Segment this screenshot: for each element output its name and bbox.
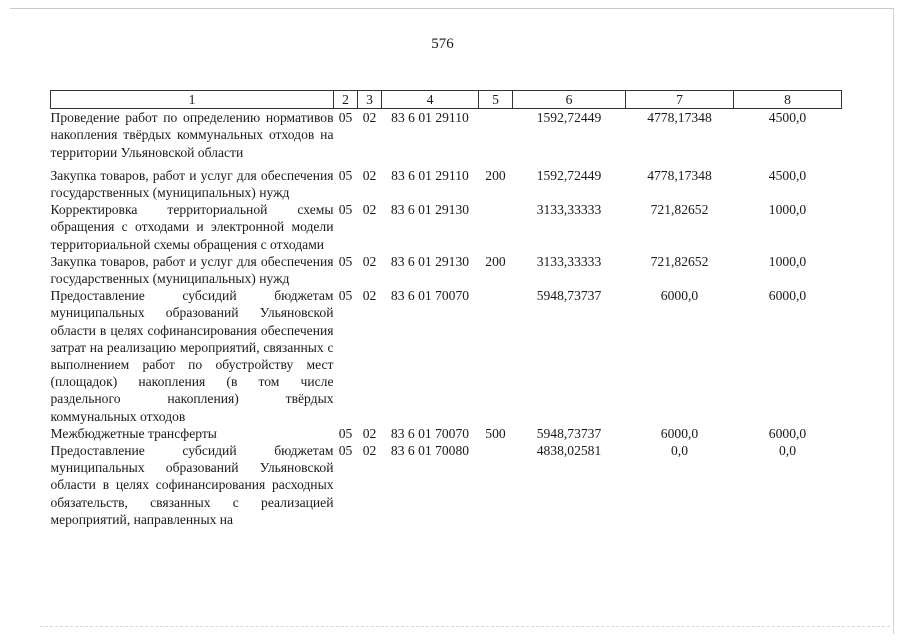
table-row — [51, 167, 842, 201]
row-amount-3: 4500,0 — [768, 167, 807, 183]
row-description: Межбюджетные трансферты — [50, 425, 217, 441]
row-amount-1: 5948,73737 — [536, 288, 602, 304]
row-expense-type — [479, 201, 513, 253]
row-amount-3: 6000,0 — [768, 425, 807, 441]
table-row — [51, 109, 842, 167]
column-header-5: 5 — [479, 91, 513, 109]
table-row — [51, 253, 842, 287]
row-expense-type: 200 — [485, 253, 506, 269]
row-target-code: 83 6 01 29110 — [391, 167, 469, 183]
row-section: 05 — [338, 253, 353, 269]
row-target-code: 83 6 01 70070 — [390, 288, 470, 304]
row-amount-1: 1592,72449 — [536, 167, 602, 183]
row-amount-3: 4500,0 — [768, 110, 807, 126]
table-row — [51, 442, 842, 528]
table-header-row — [51, 91, 842, 109]
row-expense-type: 500 — [485, 425, 506, 441]
row-subsection: 02 — [362, 443, 377, 459]
table-row — [51, 201, 842, 253]
row-amount-1: 4838,02581 — [536, 443, 602, 459]
row-section: 05 — [338, 443, 353, 459]
row-amount-3: 1000,0 — [768, 202, 807, 218]
row-target-code: 83 6 01 29110 — [391, 110, 469, 126]
row-target-code: 83 6 01 70080 — [390, 443, 470, 459]
row-section: 05 — [338, 110, 353, 126]
row-amount-3: 1000,0 — [768, 253, 807, 269]
column-header-8: 8 — [734, 91, 842, 109]
row-description: Предоставление субсидий бюджетам муниципальных образований Ульяновской области в целях софинансирования расходных обязательств, связанных с реализацией мероприятий, направленных на — [50, 443, 334, 527]
row-amount-2: 721,82652 — [650, 253, 709, 269]
row-amount-2: 6000,0 — [660, 425, 699, 441]
row-subsection: 02 — [362, 253, 377, 269]
row-description: Корректировка территориальной схемы обращения с отходами и электронной модели территориальной схемы обращения с отходами — [50, 202, 334, 252]
row-amount-2: 6000,0 — [660, 288, 699, 304]
row-section: 05 — [338, 425, 353, 441]
row-target-code: 83 6 01 29130 — [390, 253, 470, 269]
row-description: Закупка товаров, работ и услуг для обеспечения государственных (муниципальных) нужд — [50, 253, 334, 287]
page-number: 576 — [431, 36, 454, 52]
table-row — [51, 425, 842, 442]
scan-edge — [40, 626, 890, 631]
row-amount-1: 1592,72449 — [536, 110, 602, 126]
row-expense-type — [479, 109, 513, 167]
row-subsection: 02 — [362, 110, 377, 126]
column-header-1: 1 — [51, 91, 334, 109]
column-header-6: 6 — [513, 91, 626, 109]
column-header-7: 7 — [626, 91, 734, 109]
row-subsection: 02 — [362, 167, 377, 183]
row-section: 05 — [338, 167, 353, 183]
column-header-4: 4 — [382, 91, 479, 109]
row-expense-type: 200 — [485, 167, 506, 183]
row-amount-1: 5948,73737 — [536, 425, 602, 441]
row-amount-3: 6000,0 — [768, 288, 807, 304]
row-description: Предоставление субсидий бюджетам муниципальных образований Ульяновской области в целях софинансирования обеспечения затрат на реализацию мероприятий, связанных с выполнением работ по обустройству мест (площадок) накопления (в том числе раздельного накопления) твёрдых коммунальных отходов — [50, 288, 334, 424]
row-amount-1: 3133,33333 — [536, 253, 602, 269]
row-section: 05 — [338, 288, 353, 304]
row-description: Проведение работ по определению нормативов накопления твёрдых коммунальных отходов на территории Ульяновской области — [50, 110, 334, 160]
row-amount-1: 3133,33333 — [536, 202, 602, 218]
row-subsection: 02 — [362, 202, 377, 218]
table-row — [51, 287, 842, 425]
row-target-code: 83 6 01 70070 — [390, 425, 470, 441]
column-header-2: 2 — [334, 91, 358, 109]
row-amount-2: 4778,17348 — [647, 110, 712, 126]
row-amount-2: 721,82652 — [650, 202, 709, 218]
row-subsection: 02 — [362, 425, 377, 441]
budget-table — [50, 90, 842, 528]
row-amount-2: 4778,17348 — [647, 167, 712, 183]
row-amount-3: 0,0 — [779, 443, 796, 459]
row-expense-type — [479, 442, 513, 528]
row-section: 05 — [338, 202, 353, 218]
row-description: Закупка товаров, работ и услуг для обеспечения государственных (муниципальных) нужд — [50, 167, 334, 201]
row-expense-type — [479, 287, 513, 425]
row-amount-2: 0,0 — [671, 443, 688, 459]
column-header-3: 3 — [358, 91, 382, 109]
row-target-code: 83 6 01 29130 — [390, 202, 470, 218]
row-subsection: 02 — [362, 288, 377, 304]
